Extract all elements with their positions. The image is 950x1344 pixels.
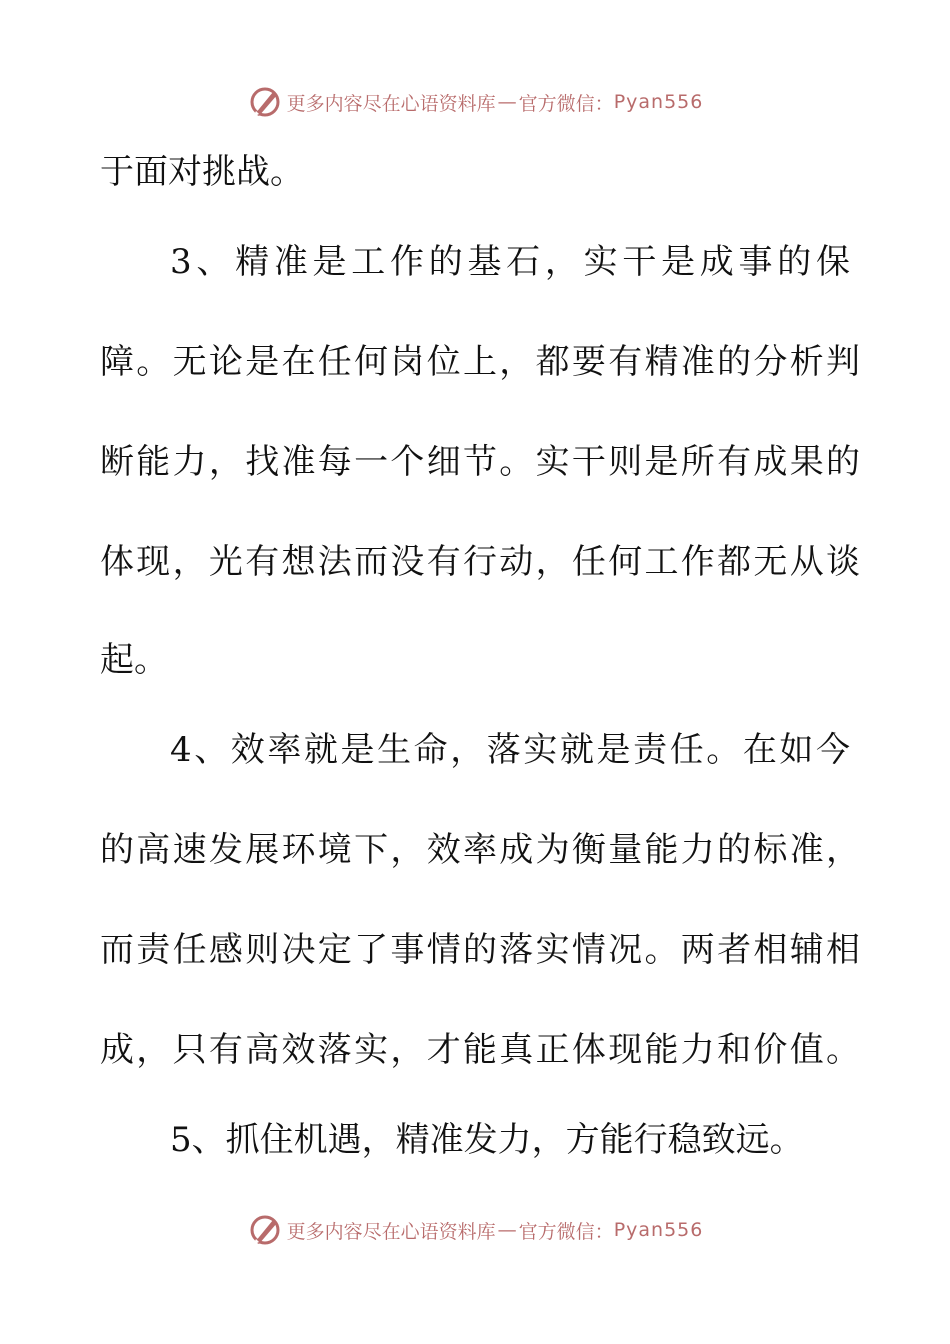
text-line: 4、效率就是生命，落实就是责任。在如今: [170, 730, 850, 770]
pen-logo-icon: [247, 84, 283, 120]
text-line: 体现，光有想法而没有行动，任何工作都无从谈: [100, 542, 860, 582]
watermark-wechat-id: Pyan556: [613, 1219, 704, 1241]
text-line: 于面对挑战。: [100, 152, 304, 192]
footer-watermark: [0, 1210, 950, 1250]
text-line: 而责任感则决定了事情的落实情况。两者相辅相: [100, 930, 860, 970]
text-line: 的高速发展环境下，效率成为衡量能力的标准，: [100, 830, 860, 870]
text-line: 障。无论是在任何岗位上，都要有精准的分析判: [100, 342, 860, 382]
text-line: 3、精准是工作的基石，实干是成事的保: [170, 242, 850, 282]
text-line: 成，只有高效落实，才能真正体现能力和价值。: [100, 1030, 860, 1070]
watermark-text: 更多内容尽在心语资料库: [286, 92, 496, 115]
watermark-wechat-id: Pyan556: [613, 91, 704, 113]
watermark-wechat-label: 官方微信：: [518, 92, 614, 115]
watermark-dash: —: [497, 1219, 517, 1241]
watermark-wechat-label: 官方微信：: [518, 1220, 614, 1243]
text-line: 5、抓住机遇，精准发力，方能行稳致远。: [170, 1120, 804, 1160]
watermark-dash: —: [497, 91, 517, 113]
text-line: 断能力，找准每一个细节。实干则是所有成果的: [100, 442, 860, 482]
header-watermark: [0, 82, 950, 122]
pen-logo-icon: [247, 1212, 283, 1248]
watermark-text: 更多内容尽在心语资料库: [286, 1220, 496, 1243]
text-line: 起。: [100, 640, 168, 680]
